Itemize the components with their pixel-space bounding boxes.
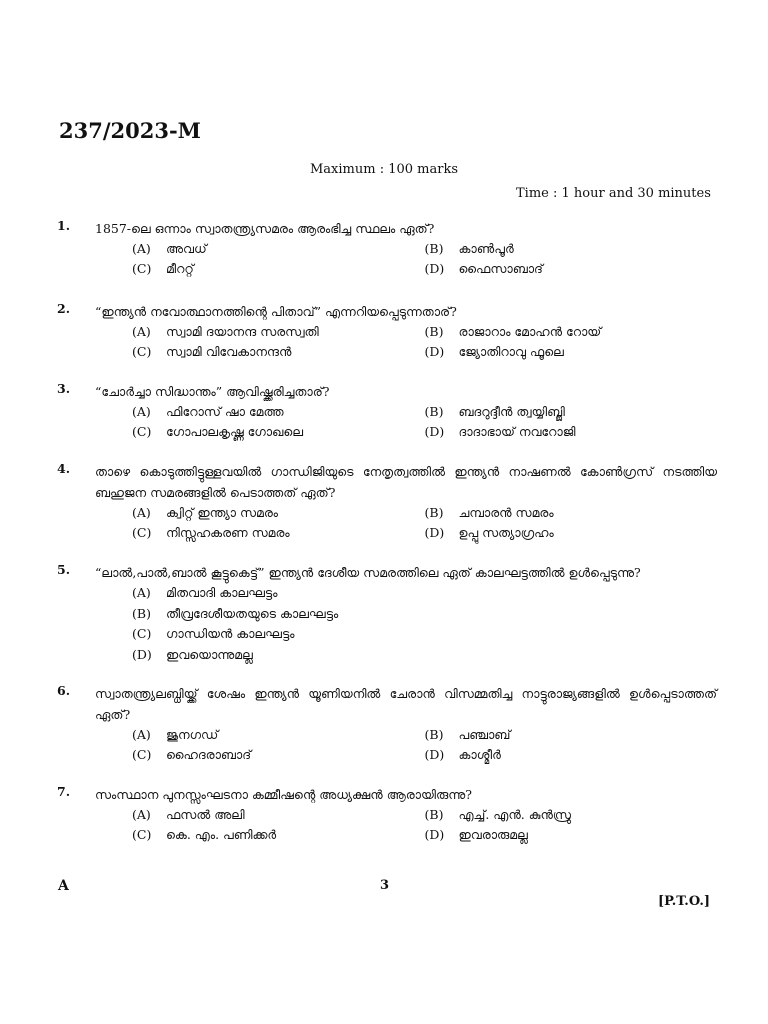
option-d: (D) ഇവരാരുമല്ല <box>424 827 528 842</box>
question-number: 4. <box>57 461 71 476</box>
option-c: (C) ഗാന്ധിയൻ കാലഘട്ടം <box>132 626 295 642</box>
option-b: (B) പഞ്ചാബ് <box>424 727 511 742</box>
options-grid <box>132 805 717 845</box>
option-d: (D) ഇവയൊന്നുമല്ല <box>132 646 253 662</box>
option-c: (C) മീററ്റ് <box>132 261 194 276</box>
question-text: “ചോർച്ചാ സിദ്ധാന്തം” ആവിഷ്ക്കരിച്ചതാര്? <box>95 384 330 399</box>
option-c: (C) സ്വാമി വിവേകാനന്ദൻ <box>132 344 292 359</box>
maximum-marks: Maximum : 100 marks <box>310 162 459 177</box>
series-code: A <box>58 878 69 894</box>
question-2 <box>57 301 717 362</box>
option-c: (C) ഗോപാലകൃഷ്ണ ഗോഖലെ <box>132 424 304 439</box>
option-d: (D) ഉപ്പു സത്യാഗ്രഹം <box>424 525 554 540</box>
question-1 <box>57 218 717 279</box>
options-grid <box>132 402 717 442</box>
options-grid <box>132 725 717 765</box>
question-4 <box>57 461 717 543</box>
question-text: താഴെ കൊടുത്തിട്ടുള്ളവയിൽ ഗാന്ധിജിയുടെ നേതൃത്വത്തിൽ ഇന്ത്യൻ നാഷണൽ കോൺഗ്രസ് നടത്തിയ ബഹുജന സമരങ്ങളിൽ പെടാത്തത് ഏത്? <box>95 464 717 500</box>
please-turn-over: [P.T.O.] <box>658 894 711 909</box>
option-b: (B) രാജാറാം മോഹൻ റോയ് <box>424 324 602 339</box>
option-a: (A) മിതവാദി കാലഘട്ടം <box>132 585 278 601</box>
question-text: 1857-ലെ ഒന്നാം സ്വാതന്ത്ര്യസമരം ആരംഭിച്ച സ്ഥലം ഏത്? <box>95 221 435 236</box>
option-a: (A) ഫസൽ അലി <box>132 807 245 822</box>
question-paper-code: 237/2023-M <box>59 118 201 143</box>
question-number: 3. <box>57 381 71 396</box>
options-grid <box>132 239 717 279</box>
option-b: (B) കാൺപൂർ <box>424 241 514 256</box>
option-a: (A) ക്വിറ്റ് ഇന്ത്യാ സമരം <box>132 505 279 520</box>
option-d: (D) ഫൈസാബാദ് <box>424 261 543 276</box>
option-d: (D) കാശ്മീർ <box>424 747 501 762</box>
question-number: 5. <box>57 562 71 577</box>
question-3 <box>57 381 717 442</box>
options-list <box>132 583 717 665</box>
question-number: 6. <box>57 683 71 698</box>
options-grid <box>132 503 717 543</box>
option-b: (B) തീവ്രദേശീയതയുടെ കാലഘട്ടം <box>132 605 339 621</box>
question-number: 7. <box>57 784 71 799</box>
question-text: “ലാൽ,പാൽ,ബാൽ കൂട്ടുകെട്ട്” ഇന്ത്യൻ ദേശീയ സമരത്തിലെ ഏത് കാലഘട്ടത്തിൽ ഉൾപ്പെടുന്നു? <box>95 565 641 580</box>
option-c: (C) ഹൈദരാബാദ് <box>132 747 252 762</box>
option-a: (A) അവധ് <box>132 241 207 256</box>
time-allowed: Time : 1 hour and 30 minutes <box>516 186 711 201</box>
options-grid <box>132 322 717 362</box>
option-b: (B) ബദറുദ്ദീൻ ത്വയ്യിബ്ജി <box>424 404 565 419</box>
option-d: (D) ദാദാഭായ് നവറോജി <box>424 424 576 439</box>
question-number: 2. <box>57 301 71 316</box>
page-number: 3 <box>380 878 390 893</box>
option-d: (D) ജ്യോതിറാവു ഫൂലെ <box>424 344 564 359</box>
question-6 <box>57 683 717 765</box>
option-a: (A) സ്വാമി ദയാനന്ദ സരസ്വതി <box>132 324 319 339</box>
option-a: (A) ഫിറോസ് ഷാ മേത്ത <box>132 404 284 419</box>
question-7 <box>57 784 717 845</box>
question-5 <box>57 562 717 665</box>
option-c: (C) നിസ്സഹകരണ സമരം <box>132 525 290 540</box>
option-c: (C) കെ. എം. പണിക്കർ <box>132 827 277 842</box>
question-text: “ഇന്ത്യൻ നവോത്ഥാനത്തിന്റെ പിതാവ്” എന്നറിയപ്പെടുന്നതാര്? <box>95 304 457 319</box>
question-text: സ്വാതന്ത്ര്യലബ്ധിയ്ക്ക് ശേഷം ഇന്ത്യൻ യൂണിയനിൽ ചേരാൻ വിസമ്മതിച്ച നാട്ടുരാജ്യങ്ങളിൽ ഉൾപ്പെടാത്തത് ഏത്? <box>95 686 717 722</box>
option-b: (B) ചമ്പാരൻ സമരം <box>424 505 554 520</box>
option-a: (A) ജുനഗഡ് <box>132 727 219 742</box>
option-b: (B) എച്ച്. എൻ. കുൻസ്രു <box>424 807 571 822</box>
question-text: സംസ്ഥാന പുനസ്സംഘടനാ കമ്മീഷന്റെ അധ്യക്ഷൻ ആരായിരുന്നു? <box>95 787 472 802</box>
question-number: 1. <box>57 218 71 233</box>
